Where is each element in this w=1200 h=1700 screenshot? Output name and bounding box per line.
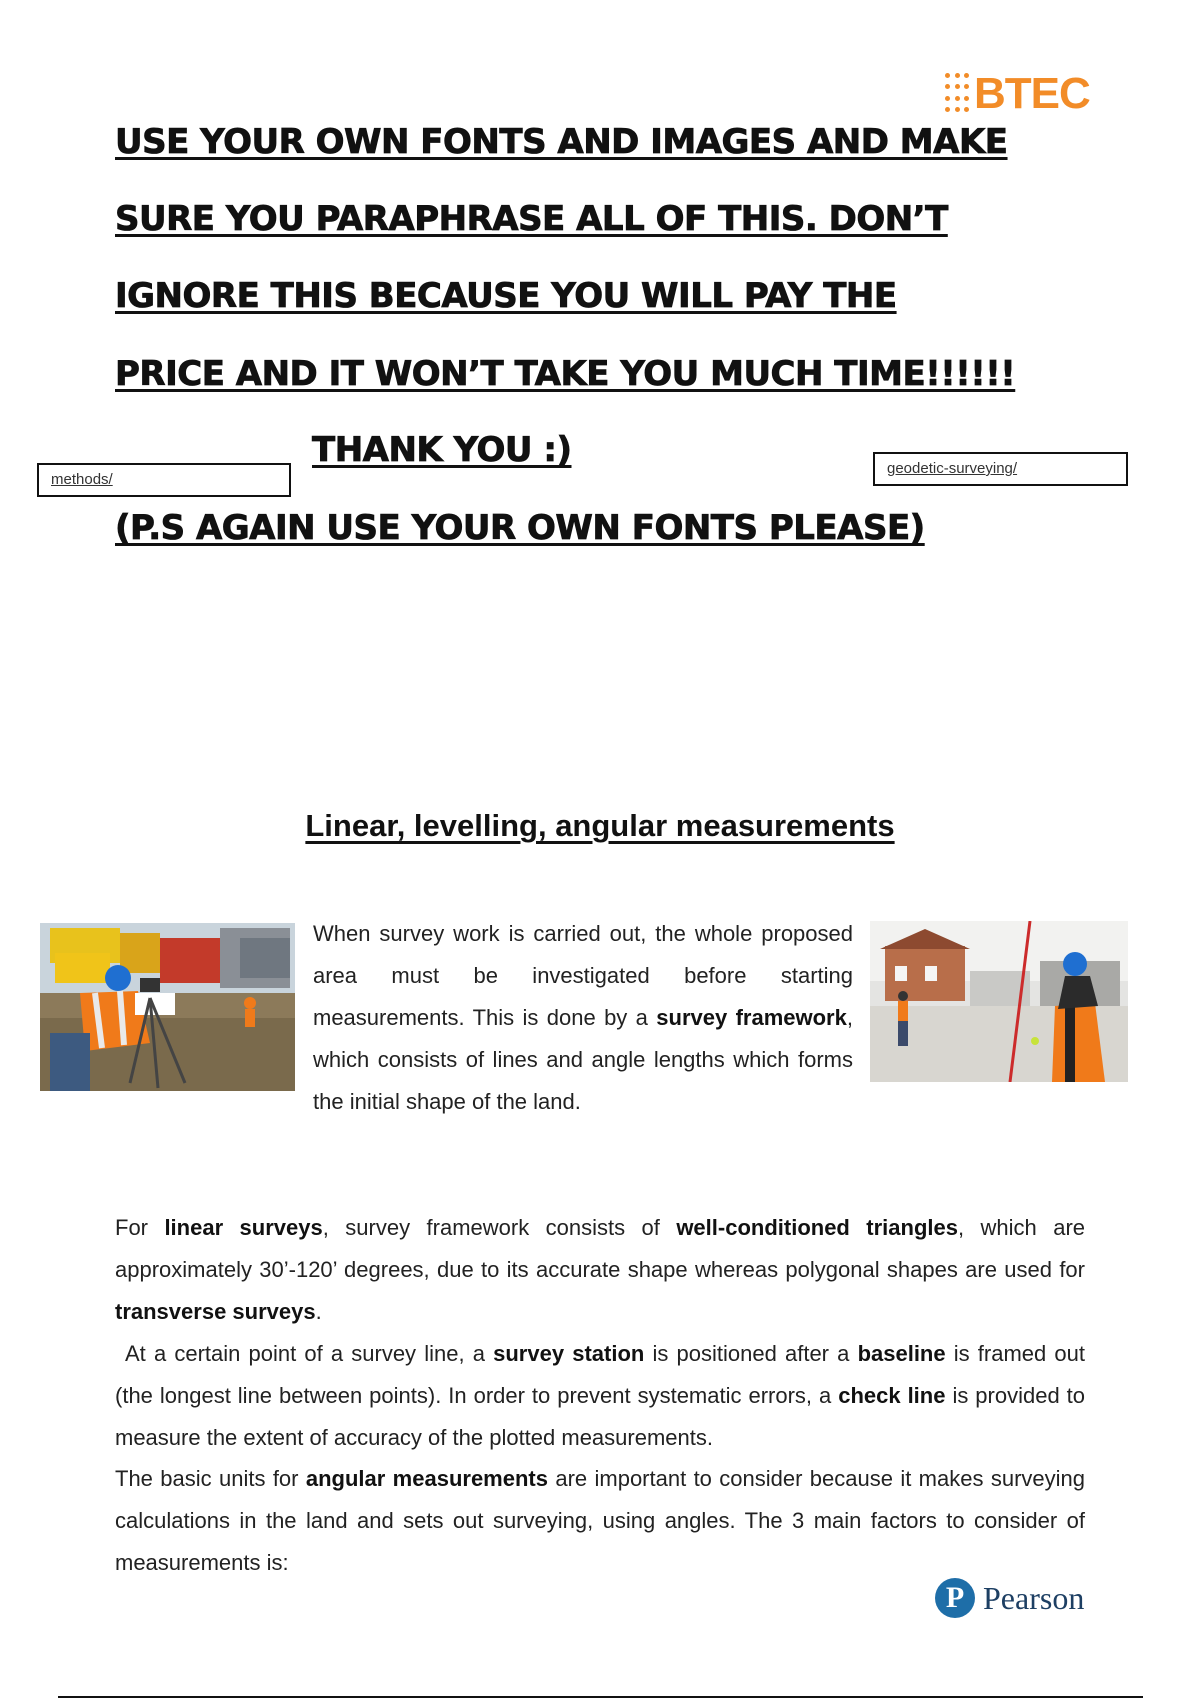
pearson-logo xyxy=(935,1578,1084,1618)
linear-surveys-paragraph: For linear surveys, survey framework consists of well-conditioned triangles, which are approximately 30’-120’ degrees, due to its accurate shape whereas polygonal shapes are used for transverse surveys. xyxy=(115,1215,1086,1324)
pearson-logo-text: Pearson xyxy=(983,1579,1085,1616)
btec-dots-icon xyxy=(945,73,971,115)
url-box-geodetic-surveying[interactable]: geodetic-surveying/ xyxy=(873,452,1128,486)
btec-logo xyxy=(945,69,1090,118)
warning-line-3: IGNORE THIS BECAUSE YOU WILL PAY THE xyxy=(115,276,897,316)
footer-divider xyxy=(58,1696,1143,1698)
btec-logo-text: BTEC xyxy=(974,69,1090,118)
warning-line-4: PRICE AND IT WON’T TAKE YOU MUCH TIME!!!!!! xyxy=(115,354,1016,394)
warning-line-2: SURE YOU PARAPHRASE ALL OF THIS. DON’T xyxy=(115,199,948,239)
url-box-methods[interactable]: methods/ xyxy=(37,463,291,497)
surveyor-theodolite-image xyxy=(40,923,295,1091)
ps-note: (P.S AGAIN USE YOUR OWN FONTS PLEASE) xyxy=(115,508,925,548)
angular-measurements-paragraph: The basic units for angular measurements are important to consider because it makes surveying calculations in the land and sets out surveying, using angles. The 3 main factors to consider of measurements is: xyxy=(115,1466,1085,1575)
section-title: Linear, levelling, angular measurements xyxy=(305,808,895,843)
thank-you-text: THANK YOU :) xyxy=(312,430,572,470)
intro-paragraph: When survey work is carried out, the whole proposed area must be investigated before starting measurements. This is done by a survey framework, which consists of lines and angle lengths which forms the initial shape of the land. xyxy=(313,921,853,1114)
warning-line-1: USE YOUR OWN FONTS AND IMAGES AND MAKE xyxy=(115,122,1008,162)
surveyor-staff-image xyxy=(870,921,1128,1082)
pearson-p-icon: P xyxy=(935,1578,975,1618)
survey-station-paragraph: At a certain point of a survey line, a survey station is positioned after a baseline is framed out (the longest line between points). In order to prevent systematic errors, a check line is provided to measure the extent of accuracy of the plotted measurements. xyxy=(115,1341,1086,1450)
